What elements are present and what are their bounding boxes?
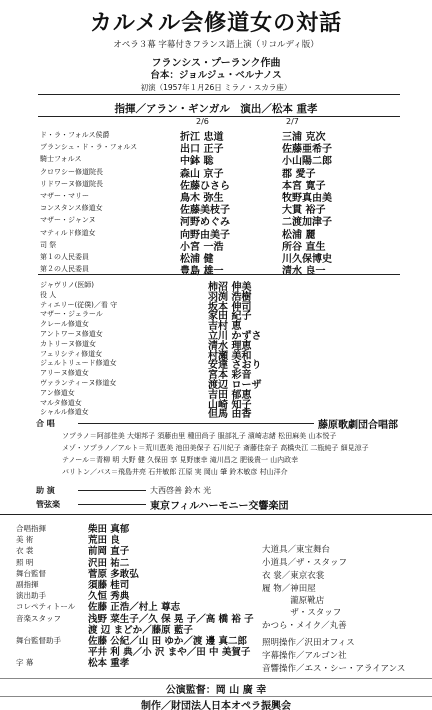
cast-name-day2: 佐藤亜希子 <box>282 144 332 156</box>
cast-name-day1: 鳥木 弥生 <box>180 193 224 204</box>
assistant-label: 助 演 <box>36 486 55 495</box>
cast-name-day2: 大貫 裕子 <box>282 205 326 217</box>
cast-name: 安達 さおり <box>208 360 262 372</box>
orchestra-name: 東京フィルハーモニー交響楽団 <box>150 501 289 512</box>
cast-name-day1: 中鉢 聡 <box>180 156 214 168</box>
role-label: フェリシティ修道女 <box>40 349 103 358</box>
production-staff-item: 照明操作／沢田オフィス <box>262 638 355 648</box>
role-label: アリーヌ修道女 <box>40 369 89 378</box>
cast-name-day1: 向野由美子 <box>180 229 230 241</box>
orchestra-leader-line <box>78 504 146 505</box>
staff-role: 字 幕 <box>16 658 34 668</box>
role-label: アントワーヌ修道女 <box>40 330 103 338</box>
production-staff-item: かつら・メイク／丸善 <box>262 621 347 631</box>
staff-role: 音楽スタッフ <box>16 613 61 623</box>
chorus-baritone: バリトン／バス＝飛島井亮 石井敏郎 江原 実 岡山 肇 鈴木敏彦 村山洋介 <box>62 468 288 476</box>
date-header-1: 2/6 <box>196 117 209 126</box>
subtitle: オペラ３幕 字幕付きフランス語上演（リコルディ版） <box>113 40 319 50</box>
role-label: マザー・ジェラール <box>40 310 103 319</box>
divider <box>0 514 432 515</box>
chorus-tenor: テノール＝青柳 明 大野 健 久保田 享 見野康幸 滝川昌之 肥後貴一 山内政幸 <box>62 456 299 464</box>
staff-role: 美 術 <box>16 535 34 545</box>
role-label: ブランシュ・ド・ラ・フォルス <box>40 143 138 152</box>
page-title: カルメル会修道女の対話 <box>89 10 343 36</box>
role-label: ジェルトリュード修道女 <box>40 359 117 368</box>
role-label: シャルル修道女 <box>40 408 89 417</box>
orchestra-label: 管弦楽 <box>36 500 60 509</box>
conductor-director: 指揮／アラン・ギンガル 演出／松本 重孝 <box>114 103 318 115</box>
libretto: 台本：ジョルジュ・ベルナノス <box>150 70 282 81</box>
date-header-2: 2/7 <box>286 117 299 126</box>
chorus-leader-line <box>78 423 314 424</box>
role-label: 司 祭 <box>40 240 57 249</box>
cast-name-day2: 清水 良一 <box>282 266 326 278</box>
cast-name-day2: 所谷 直生 <box>282 241 326 253</box>
cast-name-day2: 三浦 克次 <box>282 132 326 143</box>
production-credit: 制作／財団法人日本オペラ振興会 <box>141 701 291 710</box>
divider <box>0 678 432 679</box>
role-label: マザー・ジャンヌ <box>40 216 96 225</box>
cast-name-day2: 二渡加津子 <box>282 217 332 229</box>
staff-role: 副指揮 <box>16 580 39 589</box>
production-staff-item: 瀧原靴店 <box>262 596 325 606</box>
staff-role: 演出助手 <box>16 591 46 601</box>
cast-name: 渡辺 ローザ <box>208 380 262 391</box>
staff-name: 浅野 菜生子／久 保 晃 子／高 橋 裕 子 <box>88 613 254 625</box>
assistant-leader-line <box>78 490 146 491</box>
staff-role: 合唱指揮 <box>16 524 46 533</box>
role-label: クレール修道女 <box>40 320 89 329</box>
role-label: ヴァランティーヌ修道女 <box>40 379 117 387</box>
staff-name: 渡 辺 まどか／藤原 藍子 <box>88 624 193 636</box>
chorus-label: 合 唱 <box>36 419 55 428</box>
staff-name: 佐藤 正浩／村上 尊志 <box>88 602 181 614</box>
role-label: 騎士フォルス <box>40 155 82 164</box>
role-label: クロワシー修道院長 <box>40 167 103 176</box>
cast-name: 坂本 伸司 <box>208 301 252 313</box>
staff-name: 菅原 多敢弘 <box>88 568 139 580</box>
staff-name: 松本 重孝 <box>88 658 130 670</box>
staff-role: 衣 裳 <box>16 546 34 556</box>
staff-name: 須藤 桂司 <box>88 580 130 591</box>
cast-name: 吉村 恵 <box>208 321 242 333</box>
cast-name-day2: 郡 愛子 <box>282 168 316 180</box>
role-label: マルタ修道女 <box>40 398 82 407</box>
staff-name: 前岡 直子 <box>88 546 130 558</box>
role-label: 役 人 <box>40 290 57 299</box>
cast-name-day2: 牧野真由美 <box>282 193 332 204</box>
production-staff-item: 履 物／神田屋 <box>262 584 316 594</box>
cast-name-day2: 小山陽二郎 <box>282 156 332 168</box>
cast-name: 但馬 由香 <box>208 409 252 421</box>
production-staff-item: ザ・スタッフ <box>262 608 342 618</box>
divider <box>38 94 400 95</box>
chorus-group: 藤原歌劇団合唱部 <box>318 420 398 431</box>
production-staff-item: 小道具／ザ・スタッフ <box>262 558 348 568</box>
role-label: カトリーヌ修道女 <box>40 339 96 348</box>
role-label: ティエリー(従僕)／看 守 <box>40 300 118 309</box>
chorus-mezzo: メゾ・ソプラノ／アルト＝荒川恵美 池田美保子 石川紀子 斎藤佳奈子 高橋央江 二瓶純子 細見涼子 <box>62 444 369 452</box>
production-staff-item: 字幕操作／アルゴン社 <box>262 651 347 661</box>
cast-name: 羽渕 浩樹 <box>208 291 252 303</box>
cast-name: 清水 理恵 <box>208 340 252 352</box>
cast-name: 宮本 彩音 <box>208 370 252 382</box>
staff-name: 佐藤 公紀／山 田 ゆか／渡 邊 真二郎 <box>88 636 248 647</box>
role-label: ジャヴリノ(医師) <box>40 281 95 289</box>
production-staff-item: 音響操作／エス・シー・アライアンス <box>262 664 406 674</box>
composer: フランシス・プーランク作曲 <box>151 58 281 69</box>
role-label: コンスタンス修道女 <box>40 204 103 213</box>
role-label: マティルド修道女 <box>40 228 96 237</box>
premiere-info: 初演（1957年１月26日 ミラノ・スカラ座） <box>140 83 292 92</box>
divider <box>38 274 400 275</box>
staff-role: 照 明 <box>16 557 34 567</box>
role-label: リドワーヌ修道院長 <box>40 179 103 188</box>
supervisor: 公演監督：岡 山 廣 幸 <box>165 685 267 696</box>
staff-name: 荒田 良 <box>88 535 120 547</box>
cast-name-day1: 出口 正子 <box>180 144 224 156</box>
role-label: 第１の人民委員 <box>40 253 89 261</box>
cast-name: 村瀬 美和 <box>208 350 252 362</box>
divider <box>38 116 400 117</box>
cast-name-day1: 小宮 一浩 <box>180 241 224 253</box>
staff-role: コレペティトール <box>16 602 76 612</box>
cast-name-day1: 佐藤美枝子 <box>180 205 230 217</box>
staff-name: 久恒 秀典 <box>88 591 130 603</box>
cast-name: 柿沼 伸美 <box>208 282 252 293</box>
cast-name-day1: 松浦 健 <box>180 254 214 265</box>
role-label: マザー・マリー <box>40 192 89 200</box>
cast-name: 家田 紀子 <box>208 311 252 323</box>
cast-name-day1: 豊島 雄一 <box>180 266 224 278</box>
cast-name-day1: 佐藤ひさら <box>180 180 230 192</box>
role-label: 第２の人民委員 <box>40 265 89 274</box>
staff-name: 沢田 祐二 <box>88 557 130 569</box>
cast-name: 立川 かずさ <box>208 331 262 342</box>
cast-name: 吉田 郁恵 <box>208 389 252 401</box>
staff-name: 平井 利 典／小 沢 まや／田 中 美賀子 <box>88 647 251 659</box>
role-label: ド・ラ・フォルス侯爵 <box>40 131 110 139</box>
role-label: アン修道女 <box>40 388 75 397</box>
cast-name-day1: 森山 京子 <box>180 168 224 180</box>
chorus-soprano: ソプラノ＝阿部佳美 大畑邦子 須藤由里 種田尚子 服部礼子 濱崎志緒 松田麻美 山本悦子 <box>62 432 337 440</box>
staff-role: 舞台監督助手 <box>16 636 61 645</box>
cast-name-day1: 河野めぐみ <box>180 217 230 229</box>
cast-name-day1: 折江 忠道 <box>180 132 224 143</box>
production-staff-item: 衣 裳／東京衣裳 <box>262 571 325 581</box>
assistant-names: 大西啓善 鈴木 光 <box>150 486 212 495</box>
staff-name: 柴田 真郁 <box>88 524 130 535</box>
cast-name-day2: 松浦 麗 <box>282 229 316 241</box>
cast-name: 山崎 知子 <box>208 399 252 411</box>
staff-role: 舞台監督 <box>16 568 46 578</box>
production-staff-item: 大道具／東宝舞台 <box>262 545 331 555</box>
cast-name-day2: 川久保博史 <box>282 254 332 265</box>
cast-name-day2: 本宮 寛子 <box>282 180 326 192</box>
